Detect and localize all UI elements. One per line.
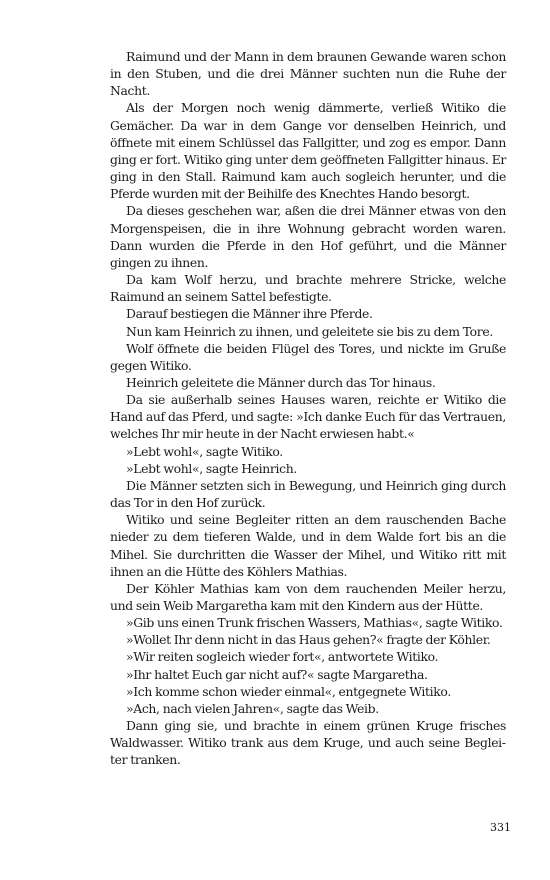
paragraph: Als der Morgen noch wenig dämmerte, verließ Witiko die Gemächer. Da war in dem Gange vor denselben Heinrich, und öffnete mit einem Schlüssel das Fallgitter, und zog es empor. Dann ging er fort. Witiko ging unter dem geöffneten Fallgitter hinaus. Er ging in den Stall. Raimund kam auch sogleich herunter, und die Pferde wurden mit der Beihilfe des Knechtes Hando besorgt. bbox=[110, 100, 506, 202]
paragraph: »Lebt wohl«, sagte Heinrich. bbox=[126, 460, 297, 476]
paragraph: Da kam Wolf herzu, und brachte mehrere Stricke, welche Raimund an seinem Sattel befestigte. bbox=[110, 272, 506, 305]
paragraph: »Lebt wohl«, sagte Witiko. bbox=[126, 443, 283, 459]
paragraph: Witiko und seine Begleiter ritten an dem rauschenden Bache nieder zu dem tieferen Walde, und in dem Walde fort bis an die Mihel. Sie durchritten die Wasser der Mihel, und Witiko ritt mit ihnen an die Hütte des Köhlers Mathias. bbox=[110, 512, 506, 579]
paragraph: Dann ging sie, und brachte in einem grünen Kruge frisches Waldwasser. Witiko trank aus dem Kruge, und auch seine Begleiter tranken. bbox=[110, 718, 506, 768]
paragraph: »Wollet Ihr denn nicht in das Haus gehen?« fragte der Köhler. bbox=[126, 632, 491, 648]
paragraph: Da dieses geschehen war, aßen die drei Männer etwas von den Morgenspeisen, die in ihre Wohnung gebracht worden waren. Dann wurden die Pferde in den Hof geführt, und die Männer gingen zu ihnen. bbox=[110, 203, 506, 270]
paragraph: Darauf bestiegen die Männer ihre Pferde. bbox=[126, 306, 373, 322]
page-number: 331 bbox=[490, 821, 511, 834]
paragraph: Nun kam Heinrich zu ihnen, und geleitete sie bis zu dem Tore. bbox=[126, 323, 493, 339]
paragraph: »Ach, nach vielen Jahren«, sagte das Weib. bbox=[126, 700, 379, 716]
paragraph: Da sie außerhalb seines Hauses waren, reichte er Witiko die Hand auf das Pferd, und sagte: »Ich danke Euch für das Vertrauen, welches Ihr mir heute in der Nacht erwiesen habt.« bbox=[110, 392, 506, 442]
paragraph: »Ihr haltet Euch gar nicht auf?« sagte Margaretha. bbox=[126, 666, 428, 682]
paragraph: »Gib uns einen Trunk frischen Wassers, Mathias«, sagte Witiko. bbox=[126, 615, 503, 631]
paragraph: Wolf öffnete die beiden Flügel des Tores, und nickte im Gruße gegen Witiko. bbox=[110, 340, 506, 373]
paragraph: Raimund und der Mann in dem braunen Gewande waren schon in den Stuben, und die drei Männer suchten nun die Ruhe der Nacht. bbox=[110, 49, 506, 99]
paragraph: »Ich komme schon wieder einmal«, entgegnete Witiko. bbox=[126, 683, 451, 699]
paragraph: »Wir reiten sogleich wieder fort«, antwortete Witiko. bbox=[126, 649, 439, 665]
paragraph: Heinrich geleitete die Männer durch das Tor hinaus. bbox=[126, 374, 436, 390]
body-text bbox=[110, 48, 506, 769]
paragraph: Die Männer setzten sich in Bewegung, und Heinrich ging durch das Tor in den Hof zurück. bbox=[110, 477, 506, 511]
paragraph: Der Köhler Mathias kam von dem rauchenden Meiler herzu, und sein Weib Margaretha kam mit den Kindern aus der Hütte. bbox=[110, 580, 506, 613]
